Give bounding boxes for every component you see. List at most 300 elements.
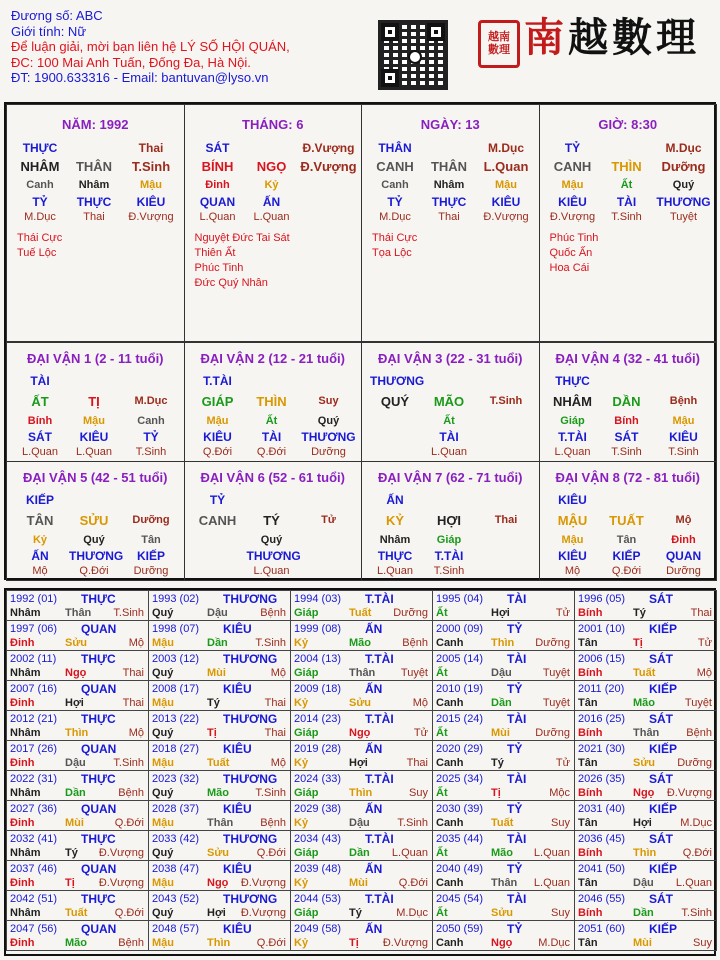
year-branch: Tuất bbox=[633, 667, 656, 679]
year-phase: Tuyệt bbox=[400, 667, 428, 679]
pillar-value: THƯƠNG bbox=[656, 195, 711, 209]
year-cell bbox=[432, 920, 575, 951]
decade-branch: DẦN bbox=[612, 394, 641, 409]
year-stem: Giáp bbox=[294, 847, 319, 859]
year-phase: Dưỡng bbox=[535, 727, 570, 739]
decade-title: ĐẠI VẬN 8 (72 - 81 tuổi) bbox=[555, 470, 700, 485]
hidden-phase: T.Sinh bbox=[668, 446, 699, 458]
year-phase: T.Sinh bbox=[255, 787, 286, 799]
hidden-god: ẤN bbox=[31, 549, 49, 563]
hidden-god: KIẾP bbox=[136, 549, 165, 563]
year-cell bbox=[148, 620, 291, 651]
pillar-value: Nhâm bbox=[433, 179, 465, 191]
year-phase: Mộ bbox=[412, 697, 428, 709]
year-god: SÁT bbox=[649, 652, 673, 666]
year-branch: Mão bbox=[633, 697, 655, 709]
year-label: 2044 (53) bbox=[294, 893, 342, 905]
year-branch: Mùi bbox=[207, 667, 226, 679]
year-phase: Thai bbox=[122, 667, 144, 679]
year-branch: Ngọ bbox=[491, 937, 513, 949]
year-label: 2035 (44) bbox=[436, 833, 484, 845]
decade-title: ĐẠI VẬN 3 (22 - 31 tuổi) bbox=[378, 351, 523, 366]
year-cell bbox=[6, 590, 149, 621]
year-stem: Tân bbox=[578, 877, 598, 889]
year-god: KIÊU bbox=[223, 742, 252, 756]
year-cell bbox=[6, 710, 149, 741]
year-phase: Tử bbox=[697, 637, 712, 649]
year-branch: Tuất bbox=[207, 757, 230, 769]
decade-god: THỰC bbox=[555, 374, 590, 388]
year-stem: Kỷ bbox=[294, 757, 309, 769]
year-phase: T.Sinh bbox=[681, 907, 712, 919]
year-branch: Thân bbox=[491, 877, 518, 889]
year-god: ẤN bbox=[365, 622, 383, 636]
year-cell bbox=[148, 830, 291, 861]
year-label: 2038 (47) bbox=[152, 863, 200, 875]
year-label: 2040 (49) bbox=[436, 863, 484, 875]
year-god: T.TÀI bbox=[365, 892, 394, 906]
year-god: KIÊU bbox=[223, 622, 252, 636]
decade-phase: M.Dục bbox=[134, 395, 168, 407]
year-phase: Bệnh bbox=[686, 727, 712, 739]
year-god: QUAN bbox=[81, 802, 117, 816]
year-god: KIẾP bbox=[649, 862, 678, 876]
year-branch: Ngọ bbox=[633, 787, 655, 799]
year-label: 2033 (42) bbox=[152, 833, 200, 845]
year-cell bbox=[574, 860, 717, 891]
year-branch: Thân bbox=[349, 667, 376, 679]
year-branch: Dần bbox=[349, 847, 370, 859]
year-phase: Bệnh bbox=[118, 937, 144, 949]
decade-phase: Bệnh bbox=[669, 395, 698, 407]
pillar-value: Tuyệt bbox=[669, 211, 698, 223]
year-branch: Mão bbox=[65, 937, 87, 949]
pillar-value: Thai bbox=[138, 141, 164, 155]
pillar-value: Quý bbox=[672, 179, 695, 191]
qr-code[interactable] bbox=[378, 20, 448, 90]
year-stem: Canh bbox=[436, 757, 464, 769]
year-phase: Mộ bbox=[696, 667, 712, 679]
year-branch: Dậu bbox=[207, 607, 228, 619]
year-cell bbox=[432, 710, 575, 741]
year-label: 2024 (33) bbox=[294, 773, 342, 785]
year-phase: M.Dục bbox=[680, 817, 712, 829]
year-cell bbox=[290, 740, 433, 771]
pillar-value: SÁT bbox=[205, 141, 230, 155]
year-cell bbox=[574, 800, 717, 831]
year-cell bbox=[290, 830, 433, 861]
decade-cell bbox=[361, 342, 540, 462]
year-stem: Đinh bbox=[10, 937, 35, 949]
year-label: 2003 (12) bbox=[152, 653, 200, 665]
pillar-value: CANH bbox=[553, 159, 592, 174]
stars-list bbox=[17, 231, 62, 261]
decade-title: ĐẠI VẬN 7 (62 - 71 tuổi) bbox=[378, 470, 523, 485]
chart-header bbox=[11, 8, 290, 86]
year-god: KIẾP bbox=[649, 742, 678, 756]
year-phase: Đ.Vượng bbox=[240, 877, 286, 889]
year-god: T.TÀI bbox=[365, 592, 394, 606]
year-god: KIẾP bbox=[649, 682, 678, 696]
year-cell bbox=[432, 740, 575, 771]
year-stem: Bính bbox=[578, 667, 603, 679]
year-phase: Tử bbox=[555, 607, 570, 619]
hidden-stem: Ất bbox=[443, 415, 455, 427]
decade-title: ĐẠI VẬN 6 (52 - 61 tuổi) bbox=[200, 470, 345, 485]
year-cell bbox=[432, 860, 575, 891]
decade-phase: Thai bbox=[494, 514, 518, 526]
year-branch: Dần bbox=[491, 697, 512, 709]
year-cell bbox=[574, 920, 717, 951]
pillar-value: Mậu bbox=[561, 179, 584, 191]
year-stem: Giáp bbox=[294, 667, 319, 679]
decade-stem: NHÂM bbox=[553, 394, 592, 409]
year-stem: Canh bbox=[436, 637, 464, 649]
year-branch: Tý bbox=[207, 697, 220, 709]
year-god: THỰC bbox=[81, 592, 116, 606]
year-stem: Ất bbox=[436, 607, 448, 619]
year-phase: T.Sinh bbox=[397, 817, 428, 829]
decade-phase: Suy bbox=[318, 395, 339, 407]
decade-cell bbox=[361, 461, 540, 581]
year-phase: T.Sinh bbox=[255, 637, 286, 649]
year-phase: Mộc bbox=[549, 787, 570, 799]
year-stem: Đinh bbox=[10, 637, 35, 649]
phone-email-line[interactable]: ĐT: 1900.633316 - Email: bantuvan@lyso.vn bbox=[11, 70, 269, 85]
year-phase: Q.Đới bbox=[114, 817, 144, 829]
decade-god: T.TÀI bbox=[203, 374, 232, 388]
year-branch: Thân bbox=[207, 817, 234, 829]
pillar-value: M.Dục bbox=[488, 141, 524, 155]
year-god: SÁT bbox=[649, 892, 673, 906]
year-branch: Thìn bbox=[349, 787, 373, 799]
pillar-value: Thai bbox=[438, 211, 460, 223]
year-phase: Bệnh bbox=[402, 637, 428, 649]
year-stem: Canh bbox=[436, 937, 464, 949]
pillar-value: Mậu bbox=[140, 179, 162, 191]
year-stem: Quý bbox=[152, 847, 174, 859]
year-label: 1997 (06) bbox=[10, 623, 58, 635]
year-branch: Sửu bbox=[207, 847, 230, 859]
year-branch: Hợi bbox=[207, 907, 226, 919]
year-stem: Giáp bbox=[294, 727, 319, 739]
year-label: 2050 (59) bbox=[436, 923, 484, 935]
year-cell bbox=[6, 680, 149, 711]
hidden-phase: Q.Đới bbox=[256, 446, 287, 458]
year-cell bbox=[290, 710, 433, 741]
hidden-phase: Dưỡng bbox=[311, 446, 346, 458]
year-god: TỶ bbox=[507, 802, 523, 816]
year-branch: Tuất bbox=[65, 907, 88, 919]
year-label: 2016 (25) bbox=[578, 713, 626, 725]
year-stem: Mậu bbox=[152, 757, 174, 769]
year-stem: Bính bbox=[578, 787, 603, 799]
pillar-value: THỰC bbox=[76, 195, 112, 209]
year-cell bbox=[290, 800, 433, 831]
year-god: ẤN bbox=[365, 862, 383, 876]
year-god: KIÊU bbox=[223, 682, 252, 696]
year-branch: Tuất bbox=[491, 817, 514, 829]
year-branch: Mão bbox=[491, 847, 513, 859]
year-cell bbox=[290, 590, 433, 621]
decade-stem: CANH bbox=[198, 513, 237, 528]
year-cell bbox=[148, 680, 291, 711]
pillar-value: Canh bbox=[26, 179, 54, 191]
brand-logo: 南越數理 bbox=[524, 14, 700, 61]
hidden-stem: Đinh bbox=[671, 534, 696, 546]
pillar-value: THÂN bbox=[75, 159, 113, 174]
hidden-phase: L.Quan bbox=[75, 446, 113, 458]
year-stem: Quý bbox=[152, 727, 174, 739]
year-god: THỰC bbox=[81, 892, 116, 906]
year-label: 2043 (52) bbox=[152, 893, 200, 905]
year-label: 2042 (51) bbox=[10, 893, 58, 905]
year-god: T.TÀI bbox=[365, 652, 394, 666]
year-phase: Dưỡng bbox=[677, 757, 712, 769]
star-name: Phúc Tinh bbox=[549, 232, 599, 244]
pillar-title: NĂM: 1992 bbox=[62, 117, 129, 132]
hidden-stem: Mậu bbox=[206, 415, 229, 427]
year-cell bbox=[432, 890, 575, 921]
year-stem: Tân bbox=[578, 817, 598, 829]
pillar-value: Nhâm bbox=[78, 179, 110, 191]
year-phase: Tử bbox=[413, 727, 428, 739]
year-label: 1998 (07) bbox=[152, 623, 200, 635]
year-cell bbox=[148, 590, 291, 621]
star-name: Tọa Lộc bbox=[372, 247, 412, 259]
star-name: Phúc Tinh bbox=[194, 262, 244, 274]
year-stem: Bính bbox=[578, 847, 603, 859]
year-cell bbox=[6, 830, 149, 861]
year-cell bbox=[148, 920, 291, 951]
pillar-value: Ất bbox=[620, 179, 633, 191]
gender: Giới tính: Nữ bbox=[11, 23, 87, 39]
hidden-phase: L.Quan bbox=[376, 565, 414, 577]
year-cell bbox=[148, 860, 291, 891]
year-label: 2026 (35) bbox=[578, 773, 626, 785]
year-stem: Quý bbox=[152, 907, 174, 919]
stars-list bbox=[195, 231, 290, 291]
year-cell bbox=[290, 920, 433, 951]
year-label: 1992 (01) bbox=[10, 593, 58, 605]
year-god: SÁT bbox=[649, 592, 673, 606]
decade-cell bbox=[6, 461, 185, 581]
star-name: Tuế Lộc bbox=[17, 247, 57, 259]
hidden-phase: T.Sinh bbox=[433, 565, 465, 577]
year-god: SÁT bbox=[649, 712, 673, 726]
decade-branch: TỊ bbox=[88, 394, 100, 409]
year-cell bbox=[432, 590, 575, 621]
decade-branch: MÃO bbox=[433, 394, 465, 409]
year-label: 2008 (17) bbox=[152, 683, 200, 695]
year-branch: Tị bbox=[349, 937, 359, 949]
pillar-value: M.Dục bbox=[24, 211, 56, 223]
year-stem: Giáp bbox=[294, 907, 319, 919]
year-phase: Bệnh bbox=[260, 607, 286, 619]
year-stem: Mậu bbox=[152, 937, 174, 949]
year-branch: Tuất bbox=[349, 607, 372, 619]
year-stem: Tân bbox=[578, 757, 598, 769]
year-god: KIÊU bbox=[223, 862, 252, 876]
year-cell bbox=[574, 830, 717, 861]
year-god: KIẾP bbox=[649, 622, 678, 636]
year-phase: Mộ bbox=[128, 637, 144, 649]
pillar-value: TỶ bbox=[387, 195, 403, 209]
year-label: 2039 (48) bbox=[294, 863, 342, 875]
year-stem: Tân bbox=[578, 937, 598, 949]
year-god: THƯƠNG bbox=[223, 832, 278, 846]
year-cell bbox=[574, 740, 717, 771]
year-god: THƯƠNG bbox=[223, 892, 278, 906]
hidden-god: T.TÀI bbox=[434, 549, 464, 563]
year-phase: Mộ bbox=[128, 727, 144, 739]
year-cell bbox=[432, 650, 575, 681]
hidden-phase: Q.Đới bbox=[611, 565, 642, 577]
year-cell bbox=[6, 740, 149, 771]
year-label: 2004 (13) bbox=[294, 653, 342, 665]
hidden-phase: L.Quan bbox=[554, 446, 591, 458]
year-stem: Ất bbox=[436, 727, 448, 739]
year-label: 2005 (14) bbox=[436, 653, 484, 665]
year-stem: Tân bbox=[578, 697, 598, 709]
year-label: 2025 (34) bbox=[436, 773, 484, 785]
hidden-stem: Bính bbox=[614, 415, 639, 427]
pillar-title: THÁNG: 6 bbox=[242, 117, 304, 132]
year-stem: Đinh bbox=[10, 817, 35, 829]
annual-luck-table bbox=[4, 588, 716, 956]
year-branch: Dậu bbox=[65, 757, 86, 769]
year-phase: Thai bbox=[122, 697, 144, 709]
year-label: 2051 (60) bbox=[578, 923, 626, 935]
year-god: QUAN bbox=[81, 622, 117, 636]
pillar-value: Đinh bbox=[205, 179, 230, 191]
year-god: TÀI bbox=[507, 832, 527, 846]
year-cell bbox=[6, 860, 149, 891]
pillar-value: THỰC bbox=[22, 141, 58, 155]
year-stem: Canh bbox=[436, 697, 464, 709]
hidden-god: QUAN bbox=[665, 549, 702, 563]
hidden-god: KIÊU bbox=[558, 549, 587, 563]
year-branch: Dần bbox=[633, 907, 654, 919]
hidden-stem: Quý bbox=[83, 534, 105, 546]
year-label: 2019 (28) bbox=[294, 743, 342, 755]
year-cell bbox=[574, 680, 717, 711]
year-phase: Thai bbox=[406, 757, 428, 769]
hidden-phase: T.Sinh bbox=[135, 446, 167, 458]
pillar-value: Đ.Vượng bbox=[300, 159, 357, 174]
year-cell bbox=[574, 650, 717, 681]
hidden-stem: Quý bbox=[317, 415, 340, 427]
year-phase: Đ.Vượng bbox=[98, 847, 144, 859]
year-phase: Q.Đới bbox=[114, 907, 144, 919]
year-cell bbox=[432, 770, 575, 801]
year-branch: Sửu bbox=[349, 697, 372, 709]
year-god: TÀI bbox=[507, 712, 527, 726]
year-god: QUAN bbox=[81, 682, 117, 696]
red-seal-logo: 越南 數理 bbox=[478, 20, 520, 68]
year-branch: Ngọ bbox=[349, 727, 371, 739]
year-label: 2018 (27) bbox=[152, 743, 200, 755]
year-label: 2023 (32) bbox=[152, 773, 200, 785]
address-line: ĐC: 100 Mai Anh Tuấn, Đống Đa, Hà Nội. bbox=[11, 54, 251, 70]
year-god: T.TÀI bbox=[365, 712, 394, 726]
year-phase: Thai bbox=[264, 697, 286, 709]
year-phase: Q.Đới bbox=[256, 937, 286, 949]
hidden-god: TÀI bbox=[261, 430, 282, 444]
year-branch: Tị bbox=[65, 877, 75, 889]
hidden-god: THỰC bbox=[377, 549, 413, 563]
year-stem: Nhâm bbox=[10, 787, 41, 799]
decade-title: ĐẠI VẬN 4 (32 - 41 tuổi) bbox=[555, 351, 700, 366]
year-branch: Hợi bbox=[349, 757, 368, 769]
year-stem: Mậu bbox=[152, 817, 174, 829]
year-cell bbox=[574, 620, 717, 651]
year-cell bbox=[148, 740, 291, 771]
year-branch: Hợi bbox=[65, 697, 84, 709]
year-label: 2032 (41) bbox=[10, 833, 58, 845]
year-branch: Mão bbox=[207, 787, 229, 799]
year-stem: Quý bbox=[152, 787, 174, 799]
year-stem: Quý bbox=[152, 607, 174, 619]
year-label: 2028 (37) bbox=[152, 803, 200, 815]
year-label: 1994 (03) bbox=[294, 593, 342, 605]
year-label: 2047 (56) bbox=[10, 923, 58, 935]
year-stem: Nhâm bbox=[10, 907, 41, 919]
year-branch: Thân bbox=[65, 607, 92, 619]
year-phase: Đ.Vượng bbox=[382, 937, 428, 949]
year-cell bbox=[432, 830, 575, 861]
hidden-stem: Tân bbox=[141, 534, 161, 546]
year-branch: Thìn bbox=[633, 847, 657, 859]
year-phase: Thai bbox=[264, 727, 286, 739]
year-label: 2034 (43) bbox=[294, 833, 342, 845]
decade-branch: HỢI bbox=[436, 513, 462, 528]
year-phase: Dưỡng bbox=[393, 607, 428, 619]
year-phase: Q.Đới bbox=[256, 847, 286, 859]
year-cell bbox=[290, 860, 433, 891]
year-label: 2011 (20) bbox=[578, 683, 625, 695]
decade-god: KIẾP bbox=[25, 493, 54, 507]
pillar-value: THÂN bbox=[378, 141, 412, 155]
year-phase: M.Dục bbox=[538, 937, 570, 949]
year-label: 2017 (26) bbox=[10, 743, 58, 755]
year-branch: Tý bbox=[491, 757, 504, 769]
decade-god: ẤN bbox=[386, 493, 404, 507]
year-label: 2012 (21) bbox=[10, 713, 58, 725]
year-branch: Ngọ bbox=[65, 667, 87, 679]
year-cell bbox=[290, 770, 433, 801]
year-god: KIẾP bbox=[649, 922, 678, 936]
year-cell bbox=[6, 800, 149, 831]
pillar-value: L.Quan bbox=[253, 211, 290, 223]
year-stem: Nhâm bbox=[10, 847, 41, 859]
year-branch: Mùi bbox=[491, 727, 510, 739]
hidden-stem: Giáp bbox=[560, 415, 585, 427]
year-stem: Mậu bbox=[152, 697, 174, 709]
year-stem: Bính bbox=[578, 727, 603, 739]
decade-phase: Mộ bbox=[675, 514, 692, 526]
year-god: QUAN bbox=[81, 862, 117, 876]
year-god: ẤN bbox=[365, 922, 383, 936]
year-branch: Thìn bbox=[207, 937, 231, 949]
pillar-cell bbox=[6, 104, 185, 342]
year-stem: Canh bbox=[436, 817, 464, 829]
year-branch: Dậu bbox=[633, 877, 654, 889]
year-branch: Mão bbox=[349, 637, 371, 649]
year-stem: Giáp bbox=[294, 787, 319, 799]
hidden-god: TỶ bbox=[143, 430, 159, 444]
year-phase: Q.Đới bbox=[682, 847, 712, 859]
